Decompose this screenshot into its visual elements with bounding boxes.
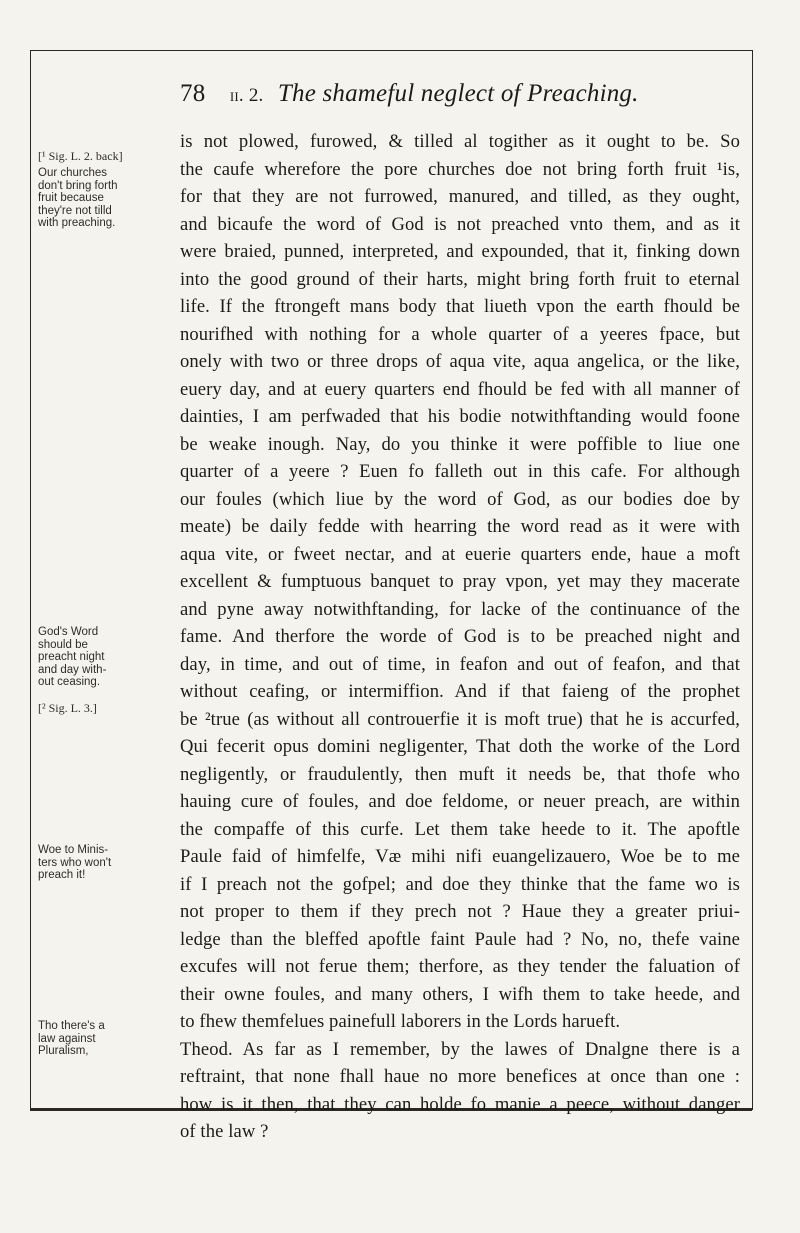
text-line: if I preach not the gofpel; and doe they thinke that the fame wo is	[180, 873, 740, 895]
text-line: excellent & fumptuous banquet to pray vpon, yet may they macerate	[180, 571, 740, 592]
text-line: to fhew themfelues painefull laborers in the Lords harueft.	[180, 1011, 621, 1032]
margin-note-line: [² Sig. L. 3.]	[38, 701, 97, 715]
text-line: negligently, or fraudulently, then muft it needs be, that thofe who	[180, 763, 740, 785]
margin-note-line: with preaching.	[38, 217, 116, 229]
margin-note-line: preach it!	[38, 869, 86, 881]
text-line: of the law ?	[180, 1121, 269, 1142]
text-line: fame. And therfore the worde of God is to be preached night and	[180, 626, 740, 647]
text-line: how is it then, that they can holde fo manie a peece, without danger	[180, 1093, 740, 1115]
text-line: without ceafing, or intermiffion. And if that faieng of the prophet	[180, 681, 740, 702]
margin-note-line: ters who won't	[38, 856, 112, 869]
text-line: life. If the ftrongeft mans body that liueth vpon the earth fhould be	[180, 296, 740, 317]
text-line: were braied, punned, interpreted, and expounded, that it, finking down	[180, 241, 740, 262]
margin-note-pluralism	[38, 1020, 150, 1058]
margin-note-woe-to-ministers	[38, 844, 150, 882]
running-title: The shameful neglect of Preaching.	[277, 80, 639, 107]
text-line: hauing cure of foules, and doe feldome, or neuer preach, are within	[180, 791, 740, 812]
text-line: Theod. As far as I remember, by the lawes of Dnalgne there is a	[180, 1038, 740, 1060]
text-line: aqua vite, or fweet nectar, and at euerie quarters ende, haue a moft	[180, 543, 740, 565]
running-header	[180, 80, 740, 108]
margin-note-churches-fruit	[38, 167, 150, 230]
text-line: reftraint, that none fhall haue no more benefices at once than one :	[180, 1066, 740, 1087]
text-line: into the good ground of their harts, might bring forth fruit to eternal	[180, 268, 740, 290]
margin-note-line: fruit because	[38, 192, 104, 204]
margin-note-line: [¹ Sig. L. 2. back]	[38, 149, 123, 163]
margin-note-line: they're not tilld	[38, 204, 112, 217]
text-line: euery day, and at euery quarters end fhould be fed with all manner of	[180, 378, 740, 400]
text-line: and pyne away notwithftanding, for lacke of the continuance of the	[180, 598, 740, 620]
margin-note-line: Our churches	[38, 167, 108, 179]
margin-note-signature-1	[38, 150, 150, 163]
text-line: onely with two or three drops of aqua vite, aqua angelica, or the like,	[180, 351, 740, 372]
text-line: be weake inough. Nay, do you thinke it were poffible to liue one	[180, 433, 740, 455]
margin-note-line: out ceasing.	[38, 676, 101, 688]
text-line: dainties, I am perfwaded that his bodie notwithftanding would foone	[180, 406, 740, 427]
margin-note-line: Woe to Minis-	[38, 844, 109, 856]
text-line: Qui fecerit opus domini negligenter, That doth the worke of the Lord	[180, 736, 740, 757]
text-line: ledge than the bleffed apoftle faint Paule had ? No, no, thefe vaine	[180, 928, 740, 950]
page-number: 78	[180, 80, 206, 107]
margin-note-line: Pluralism,	[38, 1045, 89, 1057]
text-line: their owne foules, and many others, I wifh them to take heede, and	[180, 983, 740, 1005]
margin-note-line: preacht night	[38, 651, 105, 663]
text-line: and bicaufe the word of God is not preached vnto them, and as it	[180, 213, 740, 235]
margin-note-gods-word	[38, 626, 150, 689]
text-line: the caufe wherefore the pore churches doe not bring forth fruit ¹is,	[180, 158, 740, 180]
page-border-left	[30, 50, 31, 1110]
margin-note-line: don't bring forth	[38, 179, 118, 192]
body-text	[180, 128, 740, 1146]
margin-note-line: should be	[38, 638, 88, 651]
text-line: quarter of a yeere ? Euen fo falleth out in this cafe. For although	[180, 461, 740, 482]
text-line: be ²true (as without all controuerfie it is moft true) that he is accurfed,	[180, 708, 740, 730]
margin-note-line: law against	[38, 1032, 96, 1045]
text-line: the compaffe of this curfe. Let them take heede to it. The apoftle	[180, 818, 740, 840]
text-line: our foules (which liue by the word of God, as our bodies doe by	[180, 488, 740, 510]
text-line: not proper to them if they prech not ? Haue they a greater priui-	[180, 901, 740, 922]
margin-note-line: Tho there's a	[38, 1020, 105, 1032]
text-line: excufes will not ferue them; therfore, as they tender the faluation of	[180, 956, 740, 977]
text-line: Paule faid of himfelfe, Væ mihi nifi euangelizauero, Woe be to me	[180, 846, 740, 867]
text-line: nourifhed with nothing for a whole quarter of a yeeres fpace, but	[180, 323, 740, 345]
text-line: meate) be daily fedde with hearring the word read as it were with	[180, 516, 740, 537]
page-border-top	[30, 50, 752, 51]
text-line: day, in time, and out of time, in feafon and out of feafon, and that	[180, 653, 740, 675]
section-reference: ii. 2.	[229, 85, 264, 106]
text-line: is not plowed, furowed, & tilled al togither as it ought to be. So	[180, 131, 740, 152]
text-line: for that they are not furrowed, manured, and tilled, as they ought,	[180, 186, 740, 207]
page-border-right	[752, 50, 753, 1110]
margin-note-line: and day with-	[38, 663, 107, 676]
margin-note-line: God's Word	[38, 626, 99, 638]
margin-note-signature-2	[38, 702, 150, 715]
